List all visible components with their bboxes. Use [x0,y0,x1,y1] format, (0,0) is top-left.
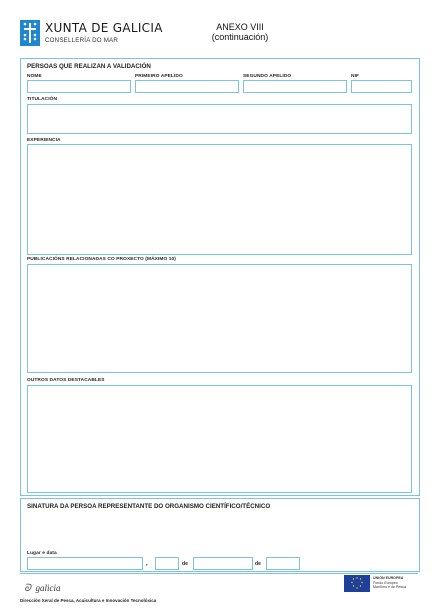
primeiro-apelido-field[interactable] [135,80,239,93]
annex-subtitle: (continuación) [211,32,269,42]
logo-title: XUNTA DE GALICIA [45,21,163,35]
label-publicacions: PUBLICACIÓNS RELACIONADAS CO PROXECTO (MÁXIMO 10) [27,257,176,262]
label-place-date: Lugar e data [27,551,57,556]
segundo-apelido-field[interactable] [243,80,347,93]
annex-title: ANEXO VIII [216,22,264,32]
place-field[interactable] [27,557,143,570]
eu-line-3: Marítimo e de Pesca [373,585,406,589]
galicia-logo [24,578,61,596]
galicia-logo-text: galicia [35,583,61,593]
direction-footer: Dirección Xeral de Pesca, Acuicultura e Innovación Tecnolóxica [20,598,157,603]
year-field[interactable] [266,557,300,570]
label-primeiro-apelido: PRIMEIRO APELIDO [135,74,183,79]
experiencia-field[interactable] [27,144,412,255]
annex-heading [180,22,300,42]
de-label-1: de [182,561,189,567]
label-nif: NIF [351,74,360,79]
nif-field[interactable] [351,80,412,93]
day-field[interactable] [155,557,179,570]
logo-subtitle: CONSELLERÍA DO MAR [45,37,119,44]
de-label-2: de [255,561,262,567]
nome-field[interactable] [27,80,131,93]
label-outros: OUTROS DATOS DESTACABLES [27,378,105,383]
galicia-swoosh-icon: ᘐ [24,583,32,594]
comma-separator: , [146,561,148,567]
xunta-logo-icon [20,20,40,46]
label-titulacion: TITULACIÓN [27,97,58,102]
section-persons-title: PERSOAS QUE REALIZAN A VALIDACIÓN [27,63,151,70]
eu-line-1: UNIÓN EUROPEA [373,576,404,580]
signature-title: SINATURA DA PERSOA REPRESENTANTE DO ORGANISMO CIENTÍFICO/TÉCNICO [27,503,271,510]
eu-flag-icon [344,575,370,592]
eu-fund-text [373,576,406,590]
titulacion-field[interactable] [27,104,412,134]
footer-divider [20,573,418,574]
label-experiencia: EXPERIENCIA [27,138,61,143]
label-segundo-apelido: SEGUNDO APELIDO [243,74,292,79]
publicacions-field[interactable] [27,264,412,373]
month-field[interactable] [193,557,253,570]
label-nome: NOME [27,74,42,79]
outros-field[interactable] [27,385,412,493]
eu-line-2: Fondo Europeo [373,580,398,585]
